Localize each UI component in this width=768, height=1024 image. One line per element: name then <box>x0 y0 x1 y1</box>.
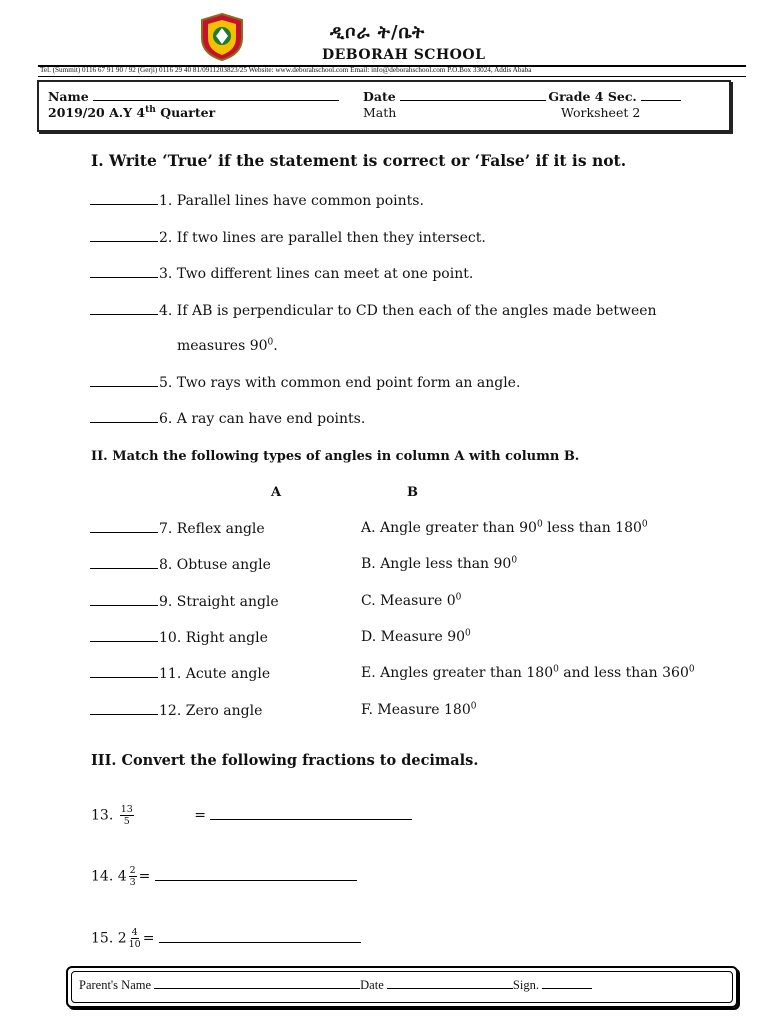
answer-blank[interactable] <box>90 192 158 205</box>
name-field[interactable] <box>48 89 339 104</box>
parent-name-blank[interactable] <box>154 977 360 989</box>
school-logo <box>198 12 246 62</box>
answer-blank[interactable] <box>90 520 158 533</box>
school-name: DEBORAH SCHOOL <box>322 47 486 63</box>
name-label: Name <box>48 89 89 104</box>
column-a-header: A <box>271 485 282 500</box>
match-option-f: F. Measure $180^0$ <box>361 701 477 718</box>
question-3: 3. Two different lines can meet at one point. <box>90 265 473 282</box>
question-1: 1. Parallel lines have common points. <box>90 192 424 209</box>
answer-blank[interactable] <box>90 593 158 606</box>
worksheet-number: Worksheet 2 <box>561 105 641 120</box>
answer-blank[interactable] <box>90 374 158 387</box>
date-label: Date <box>363 89 396 104</box>
section-2-title: II. Match the following types of angles in column A with column B. <box>91 449 580 464</box>
answer-line[interactable] <box>159 928 361 943</box>
sign-label: Sign. <box>512 978 539 992</box>
fraction: $\frac{13}{5}$ <box>120 804 133 827</box>
answer-blank[interactable] <box>90 265 158 278</box>
match-option-d: D. Measure $90^0$ <box>361 628 471 645</box>
sign-blank[interactable] <box>542 977 592 989</box>
answer-blank[interactable] <box>90 229 158 242</box>
match-option-a: A. Angle greater than $90^0$ less than $180^0$ <box>361 519 648 536</box>
column-b-header: B <box>407 485 418 500</box>
question-13: 13. $\frac{13}{5}$ = <box>91 804 412 827</box>
fraction: $\frac{4}{10}$ <box>128 927 141 950</box>
name-blank[interactable] <box>93 89 339 101</box>
header-divider-bottom <box>38 76 746 77</box>
answer-blank[interactable] <box>90 629 158 642</box>
academic-year: 2019/20 A.Y 4th Quarter <box>48 104 216 120</box>
date-field[interactable] <box>363 89 681 104</box>
question-4-continued: measures $90^0$. <box>177 337 278 354</box>
match-item-10: 10. Right angle <box>90 629 268 646</box>
section-1-title: I. Write ‘True’ if the statement is correct or ‘False’ if it is not. <box>91 151 627 170</box>
section-blank[interactable] <box>641 89 681 101</box>
answer-blank[interactable] <box>90 702 158 715</box>
match-option-e: E. Angles greater than $180^0$ and less than $360^0$ <box>361 664 695 681</box>
question-15: 15. 2 $\frac{4}{10}$ = <box>91 927 361 950</box>
answer-line[interactable] <box>210 805 412 820</box>
parent-signature-row <box>79 977 592 993</box>
subject: Math <box>363 105 397 120</box>
match-item-8: 8. Obtuse angle <box>90 556 271 573</box>
school-name-amharic: ዲቦራ ት/ቤት <box>330 22 426 43</box>
answer-blank[interactable] <box>90 410 158 423</box>
match-option-c: C. Measure $0^0$ <box>361 592 462 609</box>
match-item-11: 11. Acute angle <box>90 665 270 682</box>
answer-blank[interactable] <box>90 556 158 569</box>
question-6: 6. A ray can have end points. <box>90 410 365 427</box>
grade-label: Grade 4 Sec. <box>548 89 637 104</box>
question-2: 2. If two lines are parallel then they intersect. <box>90 229 486 246</box>
question-5: 5. Two rays with common end point form an angle. <box>90 374 520 391</box>
parent-name-label: Parent's Name <box>79 978 152 992</box>
fraction: $\frac{2}{3}$ <box>129 865 136 888</box>
contact-info: Tel. (Summit) 0116 67 91 90 / 92 (Gerji) 0116 29 40 81/0911203823/25 Website: www.deborahschool.com Email: info@deborahschool.com P.O.Box 33024, Addis Ababa <box>40 66 532 74</box>
footer-date-label: Date <box>360 978 384 992</box>
match-item-9: 9. Straight angle <box>90 593 279 610</box>
question-14: 14. 4 $\frac{2}{3}$ = <box>91 865 357 888</box>
section-3-title: III. Convert the following fractions to decimals. <box>91 752 479 769</box>
date-blank[interactable] <box>400 89 546 101</box>
answer-line[interactable] <box>155 866 357 881</box>
answer-blank[interactable] <box>90 302 158 315</box>
match-item-12: 12. Zero angle <box>90 702 262 719</box>
answer-blank[interactable] <box>90 665 158 678</box>
match-option-b: B. Angle less than $90^0$ <box>361 555 518 572</box>
footer-date-blank[interactable] <box>387 977 513 989</box>
question-4: 4. If AB is perpendicular to CD then each of the angles made between <box>90 302 657 319</box>
match-item-7: 7. Reflex angle <box>90 520 265 537</box>
